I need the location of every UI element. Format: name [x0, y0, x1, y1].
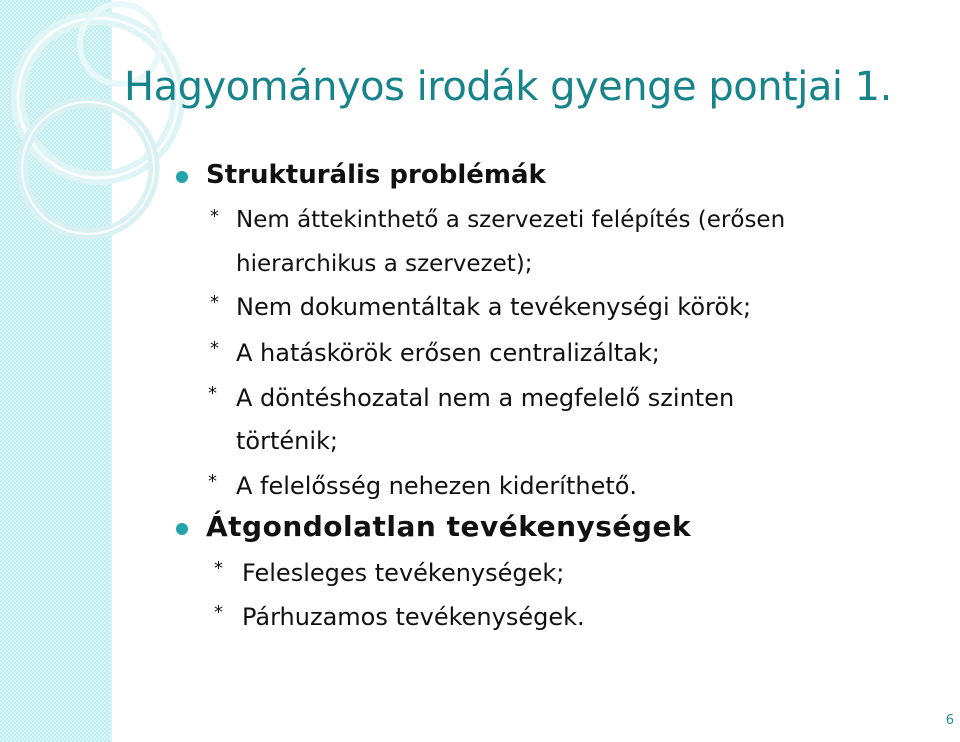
asterisk-icon: *	[208, 471, 217, 492]
list-item-line: Nem áttekinthető a szervezeti felépítés (erősen	[236, 207, 786, 233]
section-heading: Átgondolatlan tevékenységek	[206, 510, 692, 543]
list-item-line: Felesleges tevékenységek;	[242, 559, 565, 587]
list-item-line: A hatáskörök erősen centralizáltak;	[236, 339, 660, 367]
page-number: 6	[945, 713, 954, 728]
asterisk-icon: *	[214, 558, 223, 579]
list-item-line: A döntéshozatal nem a megfelelő szinten	[236, 384, 735, 412]
list-item-line: történik;	[236, 427, 338, 455]
list-item-line: Nem dokumentáltak a tevékenységi körök;	[236, 293, 752, 321]
slide-title: Hagyományos irodák gyenge pontjai 1.	[124, 64, 892, 110]
asterisk-icon: *	[210, 206, 219, 227]
asterisk-icon: *	[210, 292, 219, 313]
bullet-circle-icon	[176, 523, 188, 535]
asterisk-icon: *	[210, 338, 219, 359]
list-item-line: hierarchikus a szervezet);	[236, 251, 533, 277]
list-item-line: A felelősség nehezen kideríthető.	[236, 472, 638, 500]
asterisk-icon: *	[214, 602, 223, 623]
bullet-circle-icon	[176, 171, 188, 183]
asterisk-icon: *	[208, 383, 217, 404]
list-item-line: Párhuzamos tevékenységek.	[242, 603, 585, 631]
section-heading: Strukturális problémák	[206, 160, 546, 190]
